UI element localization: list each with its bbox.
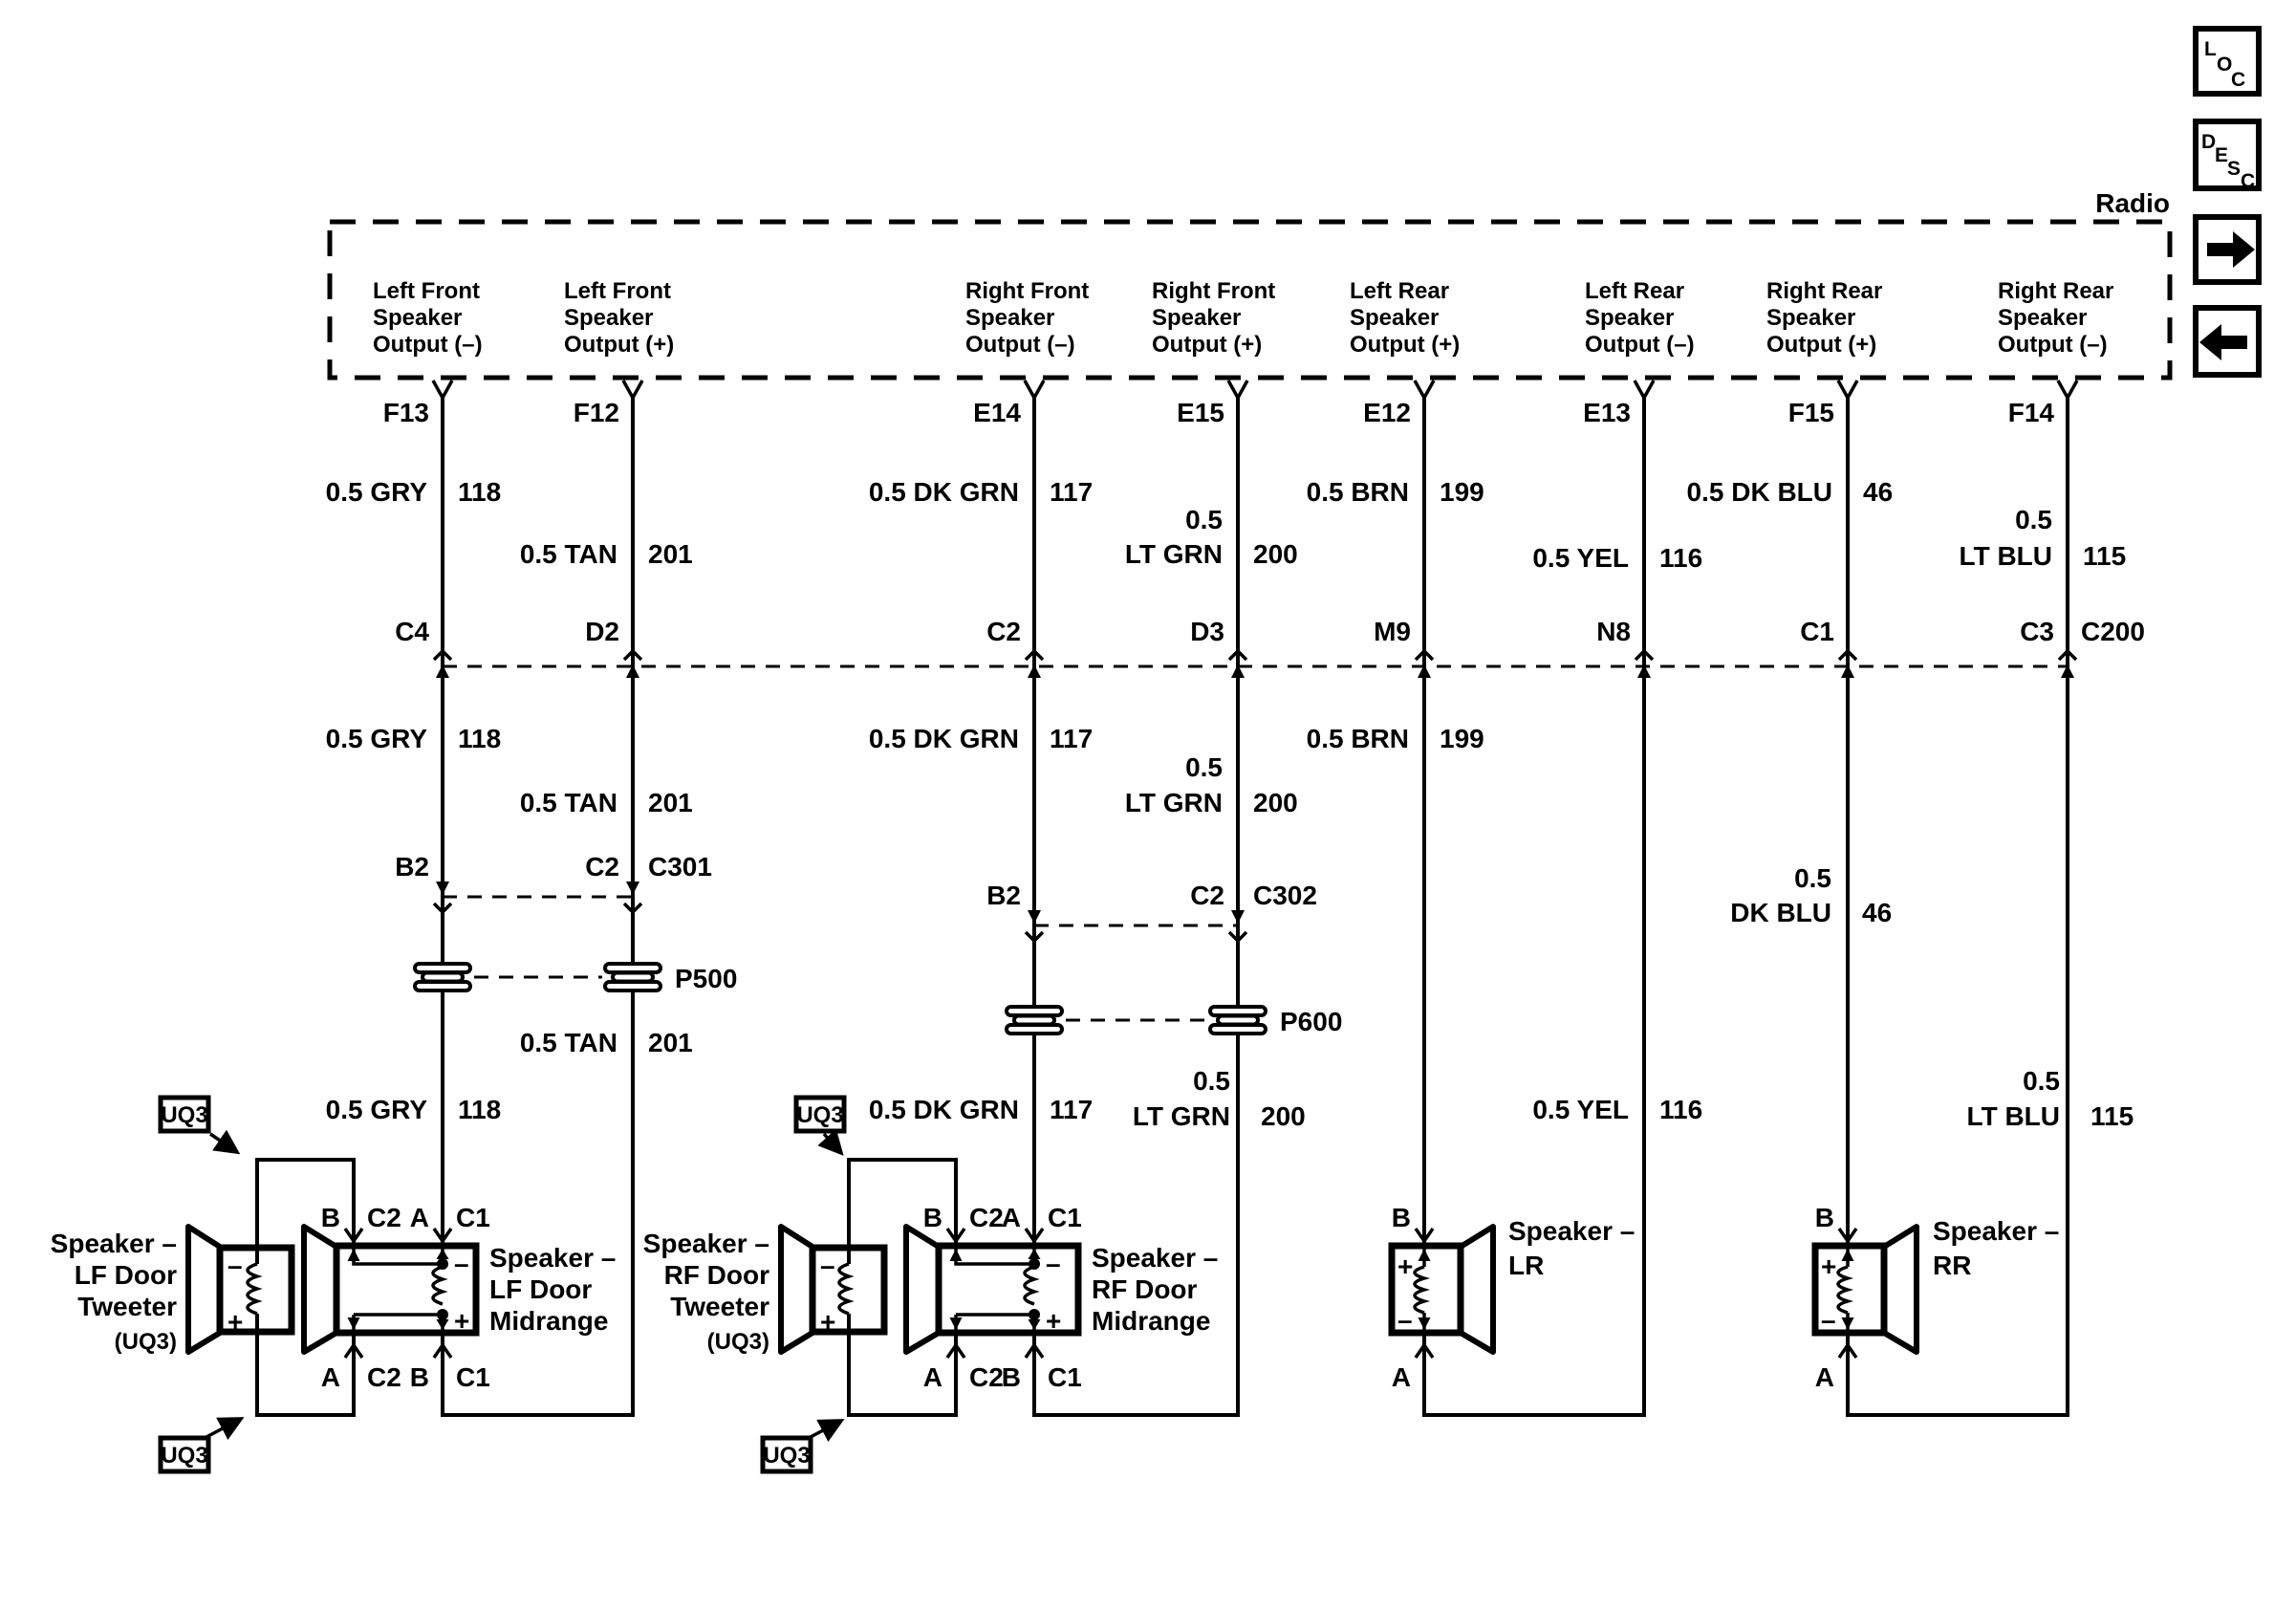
radio-title: Radio bbox=[2095, 188, 2170, 218]
c200-pin-label: C3 bbox=[2020, 617, 2054, 646]
svg-text:C: C bbox=[2241, 170, 2256, 192]
wire-color-label: 0.5 BRN bbox=[1306, 724, 1409, 753]
svg-text:Output (–): Output (–) bbox=[373, 332, 483, 358]
c200-pin-label: C4 bbox=[395, 617, 429, 646]
radio-pin-id: E15 bbox=[1177, 398, 1224, 427]
wire-color-label: 0.5 GRY bbox=[325, 1095, 427, 1124]
c200-pin-label: N8 bbox=[1596, 617, 1631, 646]
c301-name: C301 bbox=[648, 852, 712, 882]
wire-color-label: 0.5 bbox=[1185, 505, 1223, 534]
polarity-plus: + bbox=[1046, 1306, 1062, 1336]
option-tag-label: UQ3 bbox=[161, 1102, 208, 1128]
circuit-number: 115 bbox=[2090, 1101, 2134, 1131]
option-tag-label: UQ3 bbox=[796, 1102, 844, 1128]
connector-label: C1 bbox=[1048, 1203, 1082, 1232]
speaker-horn-icon bbox=[304, 1227, 336, 1352]
prev-button[interactable] bbox=[2196, 308, 2259, 375]
svg-text:E: E bbox=[2215, 144, 2229, 166]
speaker-lr bbox=[1392, 1203, 1635, 1392]
uq3-arrow-icon bbox=[809, 1421, 841, 1438]
circuit-number: 201 bbox=[648, 539, 693, 569]
speaker-option-label: (UQ3) bbox=[706, 1329, 769, 1355]
uq3-arrow-icon bbox=[210, 1134, 237, 1152]
uq3-arrow-icon bbox=[205, 1419, 241, 1438]
pin-label: A bbox=[320, 1362, 340, 1392]
speaker-label: RF Door bbox=[663, 1260, 769, 1290]
grommet-p500 bbox=[415, 964, 737, 993]
circuit-number: 117 bbox=[1050, 477, 1094, 507]
loc-button[interactable] bbox=[2196, 29, 2259, 94]
c200-pin-label: C1 bbox=[1800, 617, 1834, 646]
c200-pin-label: D2 bbox=[585, 617, 619, 646]
speaker-rf-door-midrange bbox=[906, 1203, 1218, 1392]
svg-text:Speaker: Speaker bbox=[564, 305, 654, 331]
speaker-label: Midrange bbox=[1092, 1306, 1211, 1336]
speaker-label: RR bbox=[1933, 1251, 1972, 1280]
uq3-tag-rf-bottom bbox=[763, 1421, 841, 1471]
wire-color-label: 0.5 bbox=[1794, 863, 1831, 893]
uq3-tag-rf-top bbox=[796, 1098, 844, 1153]
wire-color-label: 0.5 DK BLU bbox=[1686, 477, 1832, 507]
circuit-number: 199 bbox=[1440, 724, 1484, 753]
connector-label: C1 bbox=[456, 1203, 490, 1232]
svg-text:D: D bbox=[2201, 131, 2217, 153]
svg-text:Output (+): Output (+) bbox=[564, 332, 675, 358]
pin-label: B bbox=[1001, 1362, 1021, 1392]
speaker-option-label: (UQ3) bbox=[114, 1329, 177, 1355]
wire-color-label: 0.5 DK GRN bbox=[868, 477, 1019, 507]
radio-pin-id: F12 bbox=[573, 398, 619, 427]
radio-pin-terminals bbox=[433, 381, 2077, 398]
speaker-horn-icon bbox=[781, 1227, 812, 1352]
speaker-label: Speaker – bbox=[642, 1229, 769, 1258]
circuit-number: 199 bbox=[1440, 477, 1484, 507]
svg-text:Speaker: Speaker bbox=[1766, 305, 1856, 331]
polarity-plus: + bbox=[1821, 1252, 1837, 1281]
c200-pin-label: D3 bbox=[1190, 617, 1224, 646]
grommet-icon bbox=[415, 964, 470, 991]
svg-text:Right Front: Right Front bbox=[965, 278, 1090, 304]
svg-text:Speaker: Speaker bbox=[1152, 305, 1242, 331]
speaker-lf-door-midrange bbox=[304, 1203, 616, 1392]
radio-output-right-front-pos bbox=[1152, 278, 1275, 427]
radio-component bbox=[330, 188, 2170, 427]
polarity-minus: – bbox=[227, 1251, 243, 1280]
pin-label: A bbox=[922, 1362, 942, 1392]
svg-text:Output (–): Output (–) bbox=[965, 332, 1075, 358]
svg-text:Right Front: Right Front bbox=[1152, 278, 1276, 304]
pin-label: B bbox=[1814, 1203, 1834, 1232]
polarity-plus: + bbox=[820, 1307, 836, 1337]
nav-buttons bbox=[2196, 29, 2259, 375]
wire-color-label: 0.5 bbox=[1193, 1066, 1230, 1096]
circuit-number: 116 bbox=[1659, 543, 1703, 573]
speaker-horn-icon bbox=[1884, 1227, 1917, 1352]
option-tag-label: UQ3 bbox=[763, 1443, 811, 1469]
uq3-tag-lf-bottom bbox=[161, 1419, 241, 1471]
svg-text:Speaker: Speaker bbox=[965, 305, 1055, 331]
wire-color-label: DK BLU bbox=[1730, 898, 1831, 927]
wire-color-label: LT BLU bbox=[1959, 541, 2052, 571]
circuit-number: 200 bbox=[1253, 788, 1298, 817]
connector-c200 bbox=[395, 617, 2145, 678]
wire-color-label: 0.5 TAN bbox=[519, 1028, 617, 1057]
svg-text:Right Rear: Right Rear bbox=[1998, 278, 2114, 304]
connector-label: C2 bbox=[969, 1203, 1004, 1232]
polarity-minus: – bbox=[1397, 1305, 1413, 1335]
radio-pin-id: F13 bbox=[382, 398, 429, 427]
desc-button[interactable] bbox=[2196, 121, 2259, 192]
radio-output-left-rear-neg bbox=[1583, 278, 1694, 427]
speaker-horn-icon bbox=[1461, 1227, 1493, 1352]
speaker-label: LR bbox=[1508, 1251, 1545, 1280]
option-tag-label: UQ3 bbox=[161, 1443, 208, 1469]
connector-label: C1 bbox=[456, 1362, 490, 1392]
circuit-number: 200 bbox=[1253, 539, 1298, 569]
pin-label: B bbox=[1391, 1203, 1411, 1232]
wire-labels-section3 bbox=[326, 1028, 2134, 1131]
svg-text:Left Front: Left Front bbox=[564, 278, 671, 304]
polarity-plus: + bbox=[454, 1306, 470, 1336]
svg-text:Output (+): Output (+) bbox=[1350, 332, 1461, 358]
polarity-plus: + bbox=[1397, 1252, 1414, 1281]
wire-color-label: 0.5 GRY bbox=[325, 477, 427, 507]
svg-text:Right Rear: Right Rear bbox=[1766, 278, 1883, 304]
radio-pin-id: E13 bbox=[1583, 398, 1631, 427]
speaker-rr bbox=[1815, 1203, 2060, 1392]
c200-crossing-symbols bbox=[434, 651, 2076, 678]
speaker-label: Speaker – bbox=[1933, 1216, 2060, 1246]
circuit-number: 200 bbox=[1261, 1101, 1306, 1131]
c302-name: C302 bbox=[1253, 881, 1317, 910]
uq3-arrow-icon bbox=[824, 1134, 841, 1153]
svg-text:Output (–): Output (–) bbox=[1585, 332, 1695, 358]
circuit-number: 116 bbox=[1659, 1095, 1703, 1124]
speaker-label: Speaker – bbox=[489, 1243, 617, 1273]
next-button[interactable] bbox=[2196, 217, 2259, 282]
p500-name: P500 bbox=[675, 964, 738, 993]
wire-color-label: LT BLU bbox=[1966, 1101, 2060, 1131]
speaker-horn-icon bbox=[906, 1227, 939, 1352]
c302-pin-label: C2 bbox=[1190, 881, 1224, 910]
wire-color-label: 0.5 DK GRN bbox=[868, 724, 1019, 753]
svg-text:Speaker: Speaker bbox=[1350, 305, 1440, 331]
wire-color-label: 0.5 bbox=[2023, 1066, 2060, 1096]
svg-text:Output (+): Output (+) bbox=[1766, 332, 1877, 358]
radio-pin-id: E14 bbox=[973, 398, 1021, 427]
circuit-number: 118 bbox=[458, 724, 502, 753]
uq3-tag-lf-top bbox=[161, 1098, 237, 1152]
pin-label: A bbox=[1814, 1362, 1834, 1392]
c200-pin-label: M9 bbox=[1374, 617, 1411, 646]
svg-text:L: L bbox=[2204, 38, 2217, 60]
circuit-number: 201 bbox=[648, 788, 693, 817]
pin-label: B bbox=[409, 1362, 429, 1392]
c302-pin-label: B2 bbox=[986, 881, 1021, 910]
wire-color-label: 0.5 TAN bbox=[519, 539, 617, 569]
wire-color-label: 0.5 bbox=[2015, 505, 2052, 534]
connector-label: C2 bbox=[367, 1203, 401, 1232]
radio-output-left-front-neg bbox=[373, 278, 483, 427]
polarity-minus: – bbox=[820, 1251, 835, 1280]
wire-color-label: 0.5 bbox=[1185, 752, 1223, 782]
radio-output-left-front-pos bbox=[564, 278, 674, 427]
svg-text:S: S bbox=[2227, 158, 2242, 180]
connector-c302 bbox=[986, 881, 1317, 941]
pin-label: B bbox=[922, 1203, 942, 1232]
polarity-minus: – bbox=[1821, 1305, 1836, 1335]
svg-text:C: C bbox=[2231, 69, 2246, 91]
polarity-plus: + bbox=[227, 1307, 244, 1337]
speaker-horn-icon bbox=[188, 1227, 220, 1352]
p600-name: P600 bbox=[1280, 1007, 1343, 1036]
grommet-icon bbox=[605, 964, 661, 991]
connector-label: C1 bbox=[1048, 1362, 1082, 1392]
c301-pin-label: B2 bbox=[395, 852, 429, 882]
wire-color-label: 0.5 BRN bbox=[1306, 477, 1409, 507]
svg-text:Left Front: Left Front bbox=[373, 278, 480, 304]
wire-color-label: 0.5 TAN bbox=[519, 788, 617, 817]
c200-name: C200 bbox=[2081, 617, 2145, 646]
speaker-label: Speaker – bbox=[1092, 1243, 1219, 1273]
svg-text:Left Rear: Left Rear bbox=[1350, 278, 1450, 304]
radio-output-right-rear-neg bbox=[1998, 278, 2113, 427]
radio-output-left-rear-pos bbox=[1350, 278, 1460, 427]
pin-label: B bbox=[320, 1203, 340, 1232]
circuit-number: 118 bbox=[458, 1095, 502, 1124]
connector-label: C2 bbox=[969, 1362, 1004, 1392]
speaker-label: Speaker – bbox=[50, 1229, 177, 1258]
polarity-minus: – bbox=[454, 1249, 469, 1278]
radio-pin-id: F15 bbox=[1787, 398, 1834, 427]
circuit-number: 117 bbox=[1050, 1095, 1094, 1124]
circuit-number: 46 bbox=[1863, 477, 1894, 507]
wire-color-label: 0.5 DK GRN bbox=[868, 1095, 1019, 1124]
wire-color-label: 0.5 YEL bbox=[1532, 1095, 1629, 1124]
svg-text:Speaker: Speaker bbox=[373, 305, 463, 331]
svg-text:Output (–): Output (–) bbox=[1998, 332, 2108, 358]
speaker-label: Midrange bbox=[489, 1306, 609, 1336]
connector-label: C2 bbox=[367, 1362, 401, 1392]
circuit-number: 117 bbox=[1050, 724, 1094, 753]
svg-text:Speaker: Speaker bbox=[1998, 305, 2088, 331]
grommet-icon bbox=[1007, 1007, 1062, 1034]
svg-text:Speaker: Speaker bbox=[1585, 305, 1675, 331]
wire-color-label: 0.5 GRY bbox=[325, 724, 427, 753]
radio-pin-id: F14 bbox=[2007, 398, 2054, 427]
speaker-label: Speaker – bbox=[1508, 1216, 1635, 1246]
circuit-number: 118 bbox=[458, 477, 502, 507]
pin-label: A bbox=[1391, 1362, 1411, 1392]
circuit-number: 115 bbox=[2083, 541, 2127, 571]
speaker-label: Tweeter bbox=[77, 1292, 177, 1321]
speaker-label: RF Door bbox=[1092, 1274, 1198, 1304]
radio-pin-id: E12 bbox=[1363, 398, 1411, 427]
wire-color-label: LT GRN bbox=[1124, 539, 1223, 569]
wire-color-label: 0.5 YEL bbox=[1532, 543, 1629, 573]
speaker-label: Tweeter bbox=[670, 1292, 769, 1321]
circuit-number: 46 bbox=[1862, 898, 1893, 927]
speaker-label: LF Door bbox=[489, 1274, 593, 1304]
svg-text:Left Rear: Left Rear bbox=[1585, 278, 1685, 304]
wire-labels-section1 bbox=[326, 477, 2127, 573]
svg-text:O: O bbox=[2217, 54, 2233, 76]
radio-output-right-rear-pos bbox=[1766, 278, 1882, 427]
pin-label: A bbox=[409, 1203, 429, 1232]
speaker-label: LF Door bbox=[74, 1260, 177, 1290]
wire-color-label: LT GRN bbox=[1132, 1101, 1230, 1131]
pin-label: A bbox=[1001, 1203, 1021, 1232]
c200-pin-label: C2 bbox=[986, 617, 1021, 646]
radio-output-right-front-neg bbox=[965, 278, 1089, 427]
svg-text:Output (+): Output (+) bbox=[1152, 332, 1263, 358]
c301-pin-label: C2 bbox=[585, 852, 619, 882]
grommet-icon bbox=[1210, 1007, 1266, 1034]
circuit-number: 201 bbox=[648, 1028, 693, 1057]
polarity-minus: – bbox=[1046, 1249, 1061, 1278]
wire-labels-section2 bbox=[326, 724, 1893, 927]
grommet-p600 bbox=[1007, 1007, 1342, 1036]
wire-color-label: LT GRN bbox=[1124, 788, 1223, 817]
